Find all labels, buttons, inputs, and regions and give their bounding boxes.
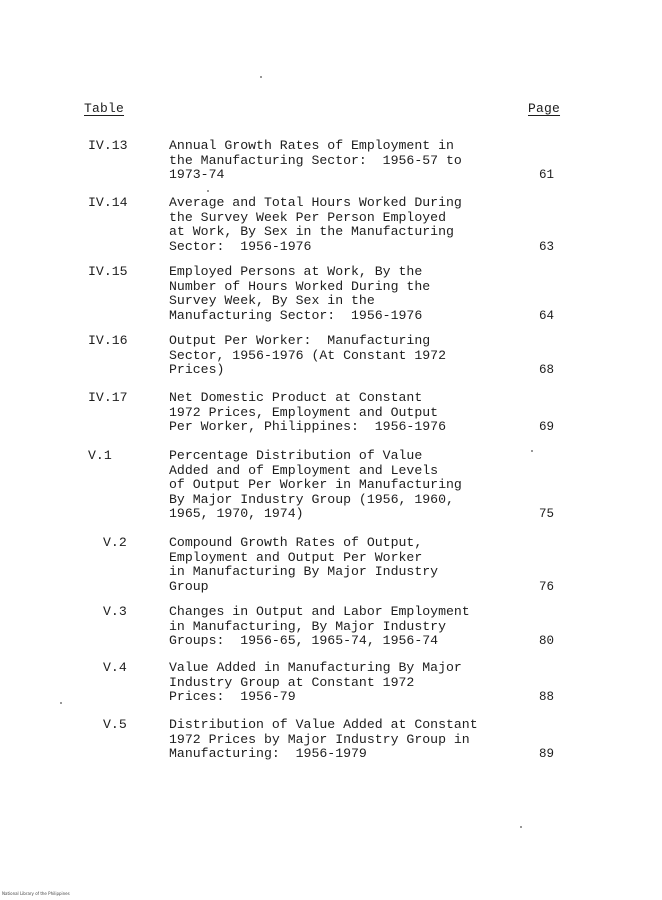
table-title-line: the Manufacturing Sector: 1956-57 to <box>169 152 462 168</box>
page-number: 89 <box>539 747 555 762</box>
table-title-line: Changes in Output and Labor Employment <box>169 604 470 619</box>
table-title-line: By Major Industry Group (1956, 1960, <box>169 491 454 507</box>
table-title <box>169 391 509 435</box>
page-number: 68 <box>539 363 555 378</box>
page-number: 75 <box>539 507 555 522</box>
table-title-line: Net Domestic Product at Constant <box>169 390 423 405</box>
table-title-line: Distribution of Value Added at Constant <box>169 717 478 732</box>
table-title <box>169 265 509 323</box>
table-title-line: Value Added in Manufacturing By Major <box>169 660 462 675</box>
table-title-line: Output Per Worker: Manufacturing <box>169 333 431 348</box>
scan-speck <box>520 826 522 828</box>
page-number: 61 <box>539 168 555 183</box>
scan-speck <box>260 76 262 78</box>
table-column-header: Table <box>84 101 125 116</box>
table-title-line: Employed Persons at Work, By the <box>169 264 423 279</box>
table-title-line: 1973-74 <box>169 167 225 183</box>
table-title-line: Compound Growth Rates of Output, <box>169 535 423 550</box>
table-number: V.5 <box>103 717 127 732</box>
table-title-line: Survey Week, By Sex in the <box>169 293 375 309</box>
table-title-line: Manufacturing: 1956-1979 <box>169 746 367 762</box>
page-number: 76 <box>539 579 555 594</box>
table-title <box>169 536 509 594</box>
page-column-header: Page <box>528 101 561 116</box>
table-title-line: Prices: 1956-79 <box>169 689 296 705</box>
table-title-line: Percentage Distribution of Value <box>169 448 423 463</box>
table-number: V.1 <box>88 448 112 463</box>
table-title-line: Sector, 1956-1976 (At Constant 1972 <box>169 347 446 363</box>
table-title-line: Employment and Output Per Worker <box>169 549 423 565</box>
table-title-line: in Manufacturing By Major Industry <box>169 564 439 580</box>
table-title-line: at Work, By Sex in the Manufacturing <box>169 224 454 240</box>
table-title <box>169 334 509 378</box>
table-number: IV.13 <box>88 138 128 153</box>
table-title <box>169 139 509 183</box>
table-number: IV.15 <box>88 264 128 279</box>
table-title-line: 1972 Prices, Employment and Output <box>169 404 439 420</box>
table-title-line: Sector: 1956-1976 <box>169 238 312 254</box>
page-number: 64 <box>539 308 555 323</box>
page-number: 63 <box>539 239 555 254</box>
table-title <box>169 718 509 762</box>
page-number: 69 <box>539 420 555 435</box>
table-number: V.2 <box>103 535 127 550</box>
scan-speck <box>60 702 62 704</box>
table-title-line: Industry Group at Constant 1972 <box>169 674 415 690</box>
table-title-line: Per Worker, Philippines: 1956-1976 <box>169 419 446 435</box>
scan-speck <box>531 450 533 452</box>
table-title-line: Manufacturing Sector: 1956-1976 <box>169 307 423 323</box>
table-number: V.3 <box>103 604 127 619</box>
table-title-line: Prices) <box>169 362 225 378</box>
footer-watermark: National Library of the Philippines <box>2 891 70 896</box>
table-title-line: Number of Hours Worked During the <box>169 278 431 294</box>
table-number: IV.16 <box>88 333 128 348</box>
scan-speck <box>207 190 209 192</box>
table-title <box>169 196 509 254</box>
table-title-line: 1965, 1970, 1974) <box>169 506 304 522</box>
table-number: IV.17 <box>88 390 128 405</box>
page-number: 80 <box>539 634 555 649</box>
table-title-line: Group <box>169 578 209 594</box>
table-number: V.4 <box>103 660 127 675</box>
table-title-line: Annual Growth Rates of Employment in <box>169 138 454 153</box>
table-title <box>169 449 509 522</box>
table-title-line: Groups: 1956-65, 1965-74, 1956-74 <box>169 633 439 649</box>
table-title-line: Average and Total Hours Worked During <box>169 195 462 210</box>
table-title-line: 1972 Prices by Major Industry Group in <box>169 731 470 747</box>
table-title-line: the Survey Week Per Person Employed <box>169 209 446 225</box>
table-title-line: in Manufacturing, By Major Industry <box>169 618 446 634</box>
table-title <box>169 661 509 705</box>
table-number: IV.14 <box>88 195 128 210</box>
table-title <box>169 605 509 649</box>
page-number: 88 <box>539 690 555 705</box>
table-title-line: of Output Per Worker in Manufacturing <box>169 477 462 493</box>
table-title-line: Added and of Employment and Levels <box>169 462 439 478</box>
